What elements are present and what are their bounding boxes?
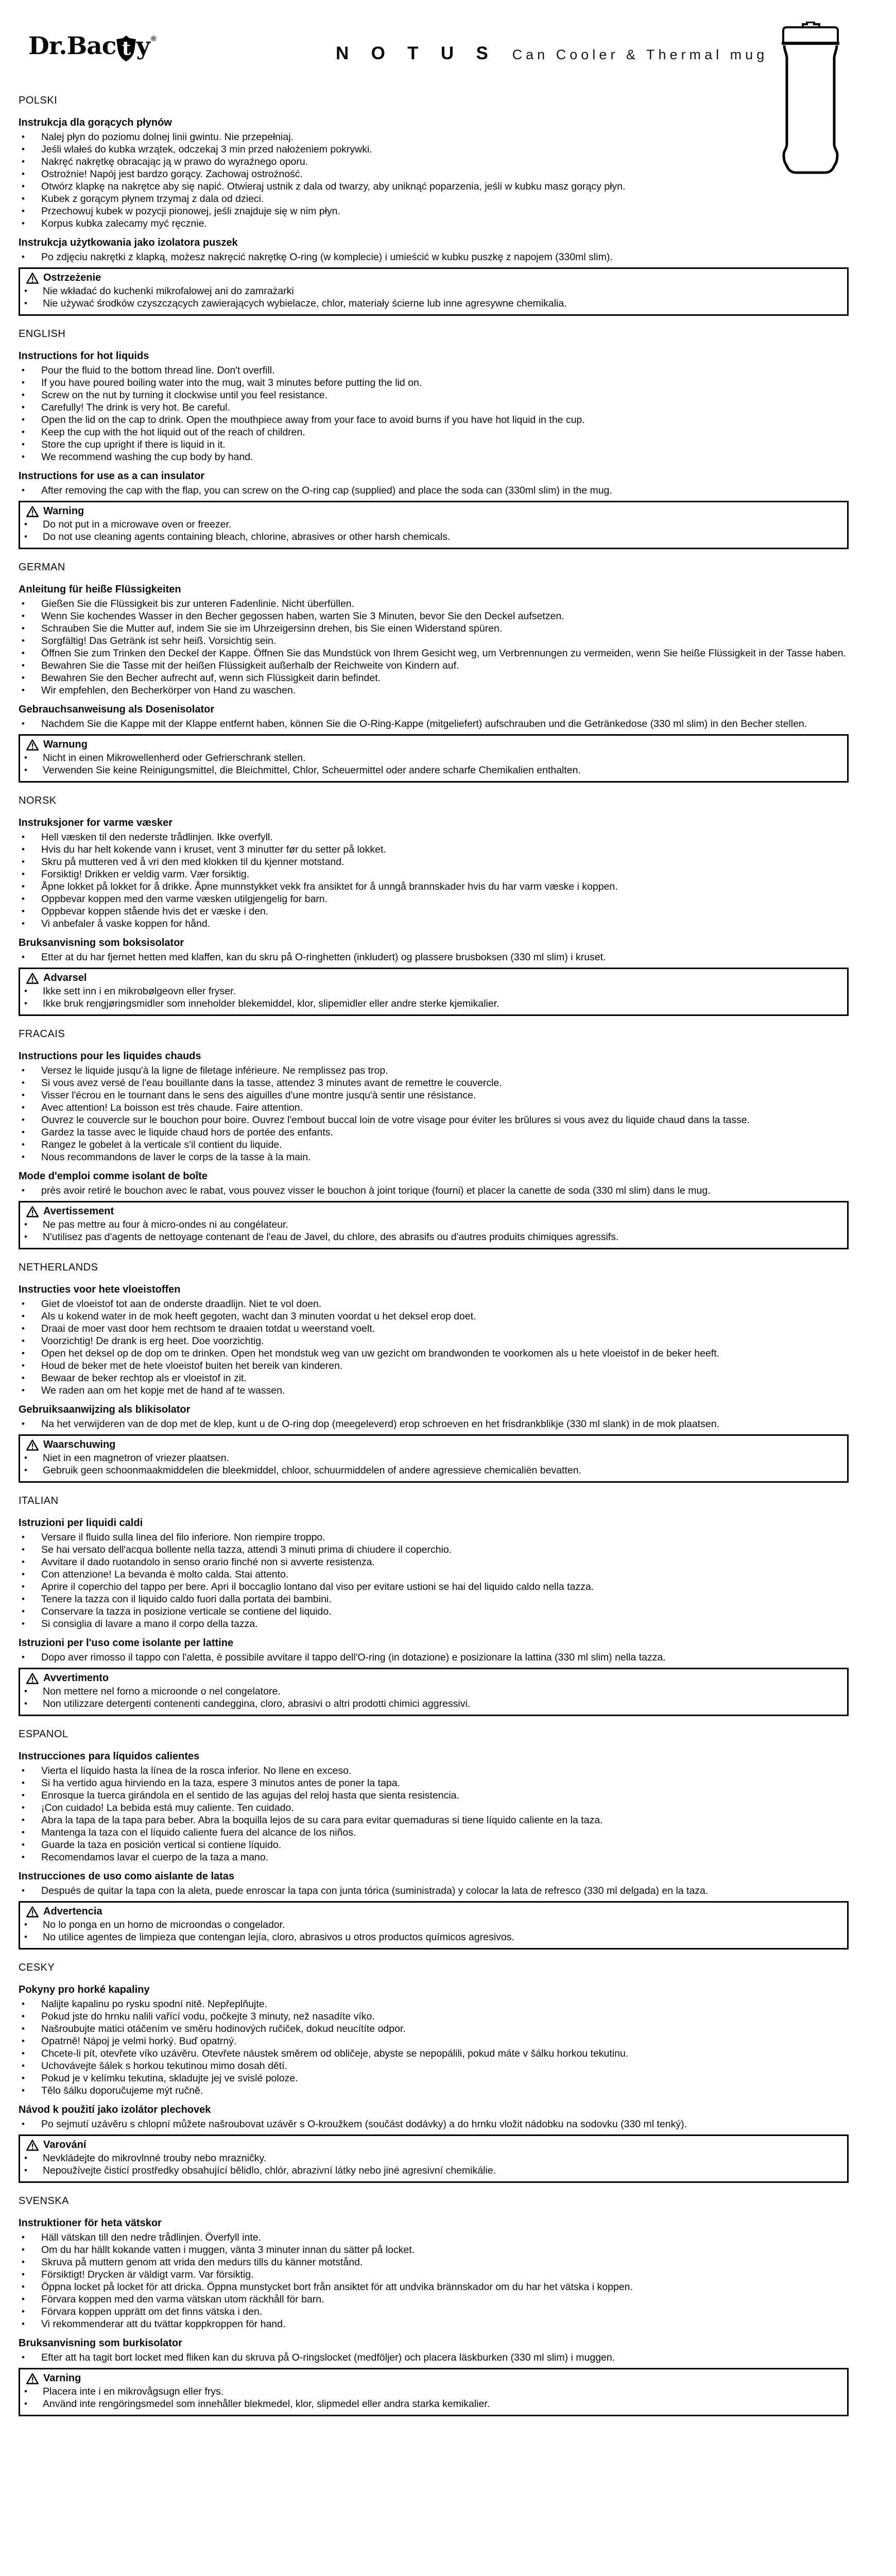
bullet-item: • près avoir retiré le bouchon avec le rabat, vous pouvez visser le bouchon à joint torique (fourni) et placer la canette de soda (330 ml slim) dans le mug.: [19, 1184, 849, 1197]
warning-heading-label: Avvertimento: [43, 1672, 109, 1684]
language-label: GERMAN: [19, 562, 65, 573]
warning-triangle-icon: [26, 1206, 39, 1217]
hot-liquids-block: [19, 584, 849, 697]
brand-text-suffix: y: [136, 32, 150, 60]
bullet-item: • Uchovávejte šálek s horkou tekutinou mimo dosah dětí.: [19, 2060, 849, 2072]
hot-liquids-block: [19, 817, 849, 930]
bullet-item: • Als u kokend water in de mok heeft gegoten, wacht dan 3 minuten voordat u het deksel erop doet.: [19, 1310, 849, 1323]
brand-logo: [28, 32, 156, 60]
hot-liquids-list: [19, 1531, 849, 1630]
bullet-item: • Vi anbefaler å vaske koppen for hånd.: [19, 918, 849, 930]
can-insulator-block: [19, 470, 849, 497]
bullet-item: • Przechowuj kubek w pozycji pionowej, jeśli znajduje się w nim płyn.: [19, 205, 849, 217]
hot-liquids-list: [19, 1765, 849, 1863]
hot-liquids-block: [19, 1517, 849, 1630]
can-insulator-block: [19, 237, 849, 263]
warning-triangle-icon: [26, 1906, 39, 1918]
bullet-item: • Se hai versato dell'acqua bollente nella tazza, attendi 3 minuti prima di chiudere il coperchio.: [19, 1544, 849, 1556]
bullet-item: • Con attenzione! La bevanda è molto calda. Stai attento.: [19, 1568, 849, 1581]
bullet-item: • No utilice agentes de limpieza que contengan lejía, cloro, abrasivos u otros productos químicos agresivos.: [23, 1931, 840, 1943]
bullet-item: • N'utilisez pas d'agents de nettoyage contenant de l'eau de Javel, du chlore, des abrasifs ou d'autres produits chimiques agressifs.: [23, 1231, 840, 1243]
hot-liquids-list: [19, 364, 849, 463]
bullet-item: • Versare il fluido sulla linea del filo inferiore. Non riempire troppo.: [19, 1531, 849, 1544]
can-insulator-heading: Gebrauchsanweisung als Dosenisolator: [19, 704, 215, 715]
hot-liquids-heading: Instructies voor hete vloeistoffen: [19, 1284, 181, 1295]
warning-triangle-icon: [26, 2140, 39, 2151]
language-label: ITALIAN: [19, 1495, 59, 1506]
hot-liquids-list: [19, 831, 849, 930]
warning-triangle-icon: [26, 739, 39, 751]
bullet-item: • Oppbevar koppen stående hvis det er væske i den.: [19, 905, 849, 918]
bullet-item: • Si ha vertido agua hirviendo en la taza, espere 3 minutos antes de poner la tapa.: [19, 1777, 849, 1789]
bullet-item: • Do not use cleaning agents containing bleach, chlorine, abrasives or other harsh chemicals.: [23, 531, 840, 543]
warning-triangle-icon: [26, 506, 39, 517]
bullet-item: • Našroubujte matici otáčením ve směru hodinových ručiček, dokud neucítíte odpor.: [19, 2023, 849, 2035]
can-insulator-block: [19, 937, 849, 963]
warning-box: [19, 1668, 849, 1716]
bullet-item: • Open the lid on the cap to drink. Open the mouthpiece away from your face to avoid burns if you have hot liquid in the cup.: [19, 414, 849, 426]
hot-liquids-heading: Instrucciones para líquidos calientes: [19, 1751, 200, 1762]
bullet-item: • Rangez le gobelet à la verticale s'il contient du liquide.: [19, 1139, 849, 1151]
can-insulator-heading: Gebruiksaanwijzing als blikisolator: [19, 1404, 191, 1415]
hot-liquids-block: [19, 1984, 849, 2097]
bullet-item: • Si vous avez versé de l'eau bouillante dans la tasse, attendez 3 minutes avant de remettre le couvercle.: [19, 1077, 849, 1089]
bullet-item: • Nous recommandons de laver le corps de la tasse à la main.: [19, 1151, 849, 1163]
bullet-item: • Opatrně! Nápoj je velmi horký. Buď opatrný.: [19, 2035, 849, 2047]
warning-heading: [26, 2139, 840, 2151]
bullet-item: • Na het verwijderen van de dop met de klep, kunt u de O-ring dop (meegeleverd) erop schroeven en het frisdrankblikje (330 ml slank) in de mok plaatsen.: [19, 1418, 849, 1430]
bullet-item: • Screw on the nut by turning it clockwise until you feel resistance.: [19, 389, 849, 401]
language-section-fracais: [19, 1028, 849, 1249]
bullet-item: • Schrauben Sie die Mutter auf, indem Sie sie im Uhrzeigersinn drehen, bis Sie einen Widerstand spüren.: [19, 622, 849, 635]
bullet-item: • Nalijte kapalinu po rysku spodní nitě. Nepřeplňujte.: [19, 1998, 849, 2010]
bullet-item: • Hell væsken til den nederste trådlinjen. Ikke overfyll.: [19, 831, 849, 843]
bullet-item: • Carefully! The drink is very hot. Be careful.: [19, 401, 849, 414]
warning-triangle-icon: [26, 273, 39, 284]
bullet-item: • Después de quitar la tapa con la aleta, puede enroscar la tapa con junta tórica (suministrada) y colocar la lata de refresco (330 ml delgada) en la taza.: [19, 1885, 849, 1897]
can-insulator-heading: Návod k použití jako izolátor plechovek: [19, 2104, 211, 2115]
bullet-item: • Non utilizzare detergenti contenenti candeggina, cloro, abrasivi o altri prodotti chimici aggressivi.: [23, 1698, 840, 1710]
bullet-item: • Nakręć nakrętkę obracając ją w prawo do wyraźnego oporu.: [19, 156, 849, 168]
bullet-item: • Keep the cup with the hot liquid out of the reach of children.: [19, 426, 849, 438]
can-insulator-list: [19, 251, 849, 263]
language-section-norsk: [19, 795, 849, 1016]
bullet-item: • Kubek z gorącym płynem trzymaj z dala od dzieci.: [19, 193, 849, 205]
warning-heading: [26, 1672, 840, 1684]
can-insulator-list: [19, 2118, 849, 2130]
bullet-item: • Pokud je v kelímku tekutina, skladujte jej ve svislé poloze.: [19, 2072, 849, 2084]
warning-heading-label: Advertencia: [43, 1906, 102, 1917]
product-subtitle: Can Cooler & Thermal mug: [512, 47, 768, 62]
bullet-item: • Vi rekommenderar att du tvättar koppkroppen för hand.: [19, 2318, 849, 2330]
bullet-item: • Conservare la tazza in posizione verticale se contiene del liquido.: [19, 1605, 849, 1618]
bullet-item: • Öppna locket på locket för att dricka. Öppna munstycket bort från ansiktet för att undvika brännskador om du har het vätska i koppen.: [19, 2281, 849, 2293]
bullet-item: • Pokud jste do hrnku nalili vařící vodu, počkejte 3 minuty, než nasadíte víko.: [19, 2010, 849, 2023]
bullet-item: • Avec attention! La boisson est très chaude. Faire attention.: [19, 1101, 849, 1114]
warning-triangle-icon: [26, 1439, 39, 1451]
warning-list: [23, 1685, 840, 1710]
bullet-item: • Nepoužívejte čisticí prostředky obsahující bělidlo, chlór, abrazivní látky nebo jiné agresivní chemikálie.: [23, 2164, 840, 2177]
bullet-item: • Gardez la tasse avec le liquide chaud hors de portée des enfants.: [19, 1126, 849, 1139]
language-label: FRACAIS: [19, 1028, 65, 1040]
can-insulator-list: [19, 1418, 849, 1430]
bullet-item: • Bewaar de beker rechtop als er vloeistof in zit.: [19, 1372, 849, 1384]
hot-liquids-heading: Instruktioner för heta vätskor: [19, 2217, 162, 2229]
can-insulator-heading: Instrukcja użytkowania jako izolatora puszek: [19, 237, 238, 248]
bullet-item: • Wenn Sie kochendes Wasser in den Becher gegossen haben, warten Sie 3 Minuten, bevor Sie den Deckel aufsetzen.: [19, 610, 849, 622]
bullet-item: • Voorzichtig! De drank is erg heet. Doe voorzichtig.: [19, 1335, 849, 1347]
warning-heading: [26, 272, 840, 284]
bullet-item: • Niet in een magnetron of vriezer plaatsen.: [23, 1452, 840, 1464]
bullet-item: • Po sejmutí uzávěru s chlopní můžete našroubovat uzávěr s O-kroužkem (součást dodávky) a do hrnku vložit nádobku na sodovku (330 ml tenký).: [19, 2118, 849, 2130]
warning-triangle-icon: [26, 2373, 39, 2384]
bullet-item: • Oppbevar koppen med den varme væsken utilgjengelig for barn.: [19, 893, 849, 905]
warning-box: [19, 734, 849, 783]
hot-liquids-heading: Pokyny pro horké kapaliny: [19, 1984, 150, 1995]
hot-liquids-block: [19, 2217, 849, 2330]
language-section-netherlands: [19, 1262, 849, 1483]
warning-heading-label: Waarschuwing: [43, 1439, 116, 1450]
product-title-line: [336, 43, 768, 64]
warning-heading: [26, 1439, 840, 1451]
warning-heading-label: Ostrzeżenie: [43, 272, 101, 283]
hot-liquids-list: [19, 1998, 849, 2097]
warning-heading: [26, 1906, 840, 1918]
warning-list: [23, 518, 840, 543]
can-insulator-block: [19, 1404, 849, 1430]
document-header: [0, 0, 896, 82]
bullet-item: • Bewahren Sie den Becher aufrecht auf, wenn sich Flüssigkeit darin befindet.: [19, 672, 849, 684]
can-insulator-block: [19, 2104, 849, 2130]
bullet-item: • Abra la tapa de la tapa para beber. Abra la boquilla lejos de su cara para evitar quemaduras si tiene líquido caliente en la taza.: [19, 1814, 849, 1826]
bullet-item: • Non mettere nel forno a microonde o nel congelatore.: [23, 1685, 840, 1698]
bullet-item: • Wir empfehlen, den Becherkörper von Hand zu waschen.: [19, 684, 849, 697]
warning-heading-label: Varning: [43, 2372, 81, 2384]
hot-liquids-block: [19, 117, 849, 230]
bullet-item: • Hvis du har helt kokende vann i kruset, vent 3 minutter før du setter på lokket.: [19, 843, 849, 856]
warning-heading: [26, 972, 840, 984]
can-insulator-heading: Instrucciones de uso como aislante de latas: [19, 1871, 235, 1882]
bullet-item: • Nachdem Sie die Kappe mit der Klappe entfernt haben, können Sie die O-Ring-Kappe (mitgeliefert) aufschrauben und die Getränkedose (330 ml slim) in den Becher stellen.: [19, 718, 849, 730]
bullet-item: • Ikke bruk rengjøringsmidler som inneholder blekemiddel, klor, slipemidler eller andre sterke kjemikalier.: [23, 997, 840, 1010]
hot-liquids-list: [19, 1064, 849, 1163]
warning-list: [23, 1218, 840, 1243]
bullet-item: • Houd de beker met de hete vloeistof buiten het bereik van kinderen.: [19, 1360, 849, 1372]
bullet-item: • Chcete-li pít, otevřete víko uzávěru. Otevřete náustek směrem od obličeje, abyste se nepopálili, pokud máte v šálku horkou tekutinu.: [19, 2047, 849, 2060]
can-insulator-heading: Istruzioni per l'uso come isolante per lattine: [19, 1637, 234, 1649]
can-insulator-list: [19, 1651, 849, 1664]
bullet-item: • Förvara koppen upprätt om det finns vätska i den.: [19, 2306, 849, 2318]
bullet-item: • Nicht in einen Mikrowellenherd oder Gefrierschrank stellen.: [23, 752, 840, 764]
warning-box: [19, 1201, 849, 1249]
bullet-item: • Dopo aver rimosso il tappo con l'aletta, è possibile avvitare il tappo dell'O-ring (in dotazione) e posizionare la lattina (330 ml slim) nella tazza.: [19, 1651, 849, 1664]
warning-box: [19, 968, 849, 1016]
can-insulator-list: [19, 2351, 849, 2364]
can-insulator-heading: Instructions for use as a can insulator: [19, 470, 205, 482]
can-insulator-heading: Mode d'emploi comme isolant de boîte: [19, 1171, 208, 1182]
bullet-item: • Enrosque la tuerca girándola en el sentido de las agujas del reloj hasta que sienta resistencia.: [19, 1789, 849, 1802]
language-label: ESPANOL: [19, 1728, 68, 1740]
bullet-item: • Gießen Sie die Flüssigkeit bis zur unteren Fadenlinie. Nicht überfüllen.: [19, 598, 849, 610]
brand-text-prefix: Dr.Bac: [28, 32, 116, 60]
bullet-item: • Otwórz klapkę na nakrętce aby się napić. Otwieraj ustnik z dala od twarzy, aby uniknąć poparzenia, jeśli w kubku masz gorący płyn.: [19, 180, 849, 193]
can-insulator-block: [19, 2337, 849, 2364]
can-insulator-block: [19, 1171, 849, 1197]
warning-list: [23, 1452, 840, 1477]
warning-list: [23, 985, 840, 1010]
bullet-item: • Pour the fluid to the bottom thread line. Don't overfill.: [19, 364, 849, 377]
language-label: ENGLISH: [19, 328, 66, 340]
bullet-item: • Verwenden Sie keine Reinigungsmittel, die Bleichmittel, Chlor, Scheuermittel oder andere scharfe Chemikalien enthalten.: [23, 764, 840, 776]
language-label: NETHERLANDS: [19, 1262, 98, 1273]
hot-liquids-heading: Instructions for hot liquids: [19, 350, 149, 362]
bullet-item: • Sorgfältig! Das Getränk ist sehr heiß. Vorsichtig sein.: [19, 635, 849, 647]
bullet-item: • Använd inte rengöringsmedel som innehåller blekmedel, klor, slipmedel eller andra starka kemikalier.: [23, 2398, 840, 2410]
bullet-item: • Bewahren Sie die Tasse mit der heißen Flüssigkeit außerhalb der Reichweite von Kindern auf.: [19, 659, 849, 672]
hot-liquids-block: [19, 1050, 849, 1163]
bullet-item: • Häll vätskan till den nedre trådlinjen. Överfyll inte.: [19, 2231, 849, 2244]
language-section-cesky: [19, 1962, 849, 2183]
shield-icon: [115, 35, 137, 62]
bullet-item: • Open het deksel op de dop om te drinken. Open het mondstuk weg van uw gezicht om brandwonden te voorkomen als u hete vloeistof in de beker heeft.: [19, 1347, 849, 1360]
bullet-item: • Ouvrez le couvercle sur le bouchon pour boire. Ouvrez l'embout buccal loin de votre visage pour éviter les brûlures si vous avez du liquide chaud dans la tasse.: [19, 1114, 849, 1126]
can-insulator-list: [19, 1184, 849, 1197]
warning-heading: [26, 505, 840, 517]
bullet-item: • Etter at du har fjernet hetten med klaffen, kan du skru på O-ringhetten (inkludert) og plassere brusboksen (330 ml slim) i kruset.: [19, 951, 849, 963]
warning-heading: [26, 739, 840, 751]
language-label: POLSKI: [19, 95, 58, 106]
bullet-item: • Öffnen Sie zum Trinken den Deckel der Kappe. Öffnen Sie das Mundstück von Ihrem Gesicht weg, um Verbrennungen zu vermeiden, wenn Sie heiße Flüssigkeit in der Tasse haben.: [19, 647, 849, 659]
language-label: NORSK: [19, 795, 57, 806]
can-insulator-heading: Bruksanvisning som burkisolator: [19, 2337, 182, 2349]
warning-box: [19, 2134, 849, 2183]
sections: [0, 95, 896, 2416]
bullet-item: • Recomendamos lavar el cuerpo de la taza a mano.: [19, 1851, 849, 1863]
bullet-item: • Aprire il coperchio del tappo per bere. Apri il boccaglio lontano dal viso per evitare ustioni se hai del liquido caldo nella tazza.: [19, 1581, 849, 1593]
bullet-item: • Ne pas mettre au four à micro-ondes ni au congélateur.: [23, 1218, 840, 1231]
bullet-item: • No lo ponga en un horno de microondas o congelador.: [23, 1919, 840, 1931]
can-insulator-block: [19, 1637, 849, 1664]
bullet-item: • Förvara koppen med den varma vätskan utom räckhåll för barn.: [19, 2293, 849, 2306]
hot-liquids-list: [19, 1298, 849, 1397]
bullet-item: • Efter att ha tagit bort locket med fliken kan du skruva på O-ringslocket (medföljer) och placera läskburken (330 ml slim) i muggen.: [19, 2351, 849, 2364]
hot-liquids-list: [19, 2231, 849, 2330]
warning-triangle-icon: [26, 1673, 39, 1684]
product-name: N O T U S: [336, 43, 497, 63]
warning-heading-label: Warning: [43, 505, 84, 517]
warning-heading: [26, 2372, 840, 2384]
bullet-item: • Nalej płyn do poziomu dolnej linii gwintu. Nie przepełniaj.: [19, 131, 849, 143]
bullet-item: • Nevkládejte do mikrovlnné trouby nebo mrazničky.: [23, 2152, 840, 2164]
bullet-item: • Ikke sett inn i en mikrobølgeovn eller fryser.: [23, 985, 840, 997]
can-insulator-list: [19, 718, 849, 730]
bullet-item: • Do not put in a microwave oven or freezer.: [23, 518, 840, 531]
warning-box: [19, 267, 849, 316]
bullet-item: • Tělo šálku doporučujeme mýt ručně.: [19, 2084, 849, 2097]
hot-liquids-list: [19, 131, 849, 230]
bullet-item: • If you have poured boiling water into the mug, wait 3 minutes before putting the lid on.: [19, 377, 849, 389]
hot-liquids-block: [19, 1284, 849, 1397]
hot-liquids-heading: Anleitung für heiße Flüssigkeiten: [19, 584, 181, 595]
bullet-item: • Avvitare il dado ruotandolo in senso orario finché non si avverte resistenza.: [19, 1556, 849, 1568]
hot-liquids-block: [19, 1751, 849, 1863]
bullet-item: • Nie używać środków czyszczących zawierających wybielacze, chlor, materiały ścierne lub inne agresywne chemikalia.: [23, 297, 840, 310]
bullet-item: • Tenere la tazza con il liquido caldo fuori dalla portata dei bambini.: [19, 1593, 849, 1605]
bullet-item: • Försiktigt! Drycken är väldigt varm. Var försiktig.: [19, 2268, 849, 2281]
warning-heading-label: Warnung: [43, 739, 88, 750]
bullet-item: • Forsiktig! Drikken er veldig varm. Vær forsiktig.: [19, 868, 849, 880]
bullet-item: • Mantenga la taza con el líquido caliente fuera del alcance de los niños.: [19, 1826, 849, 1839]
bullet-item: • Nie wkładać do kuchenki mikrofalowej ani do zamrażarki: [23, 285, 840, 297]
warning-heading-label: Avertissement: [43, 1206, 114, 1217]
bullet-item: • Skru på mutteren ved å vri den med klokken til du kjenner motstand.: [19, 856, 849, 868]
language-label: CESKY: [19, 1962, 55, 1973]
bullet-item: • Åpne lokket på lokket for å drikke. Åpne munnstykket vekk fra ansiktet for å unngå brannskader hvis du har varm væske i koppen.: [19, 880, 849, 893]
language-section-english: [19, 328, 849, 549]
bullet-item: • Versez le liquide jusqu'à la ligne de filetage inférieure. Ne remplissez pas trop.: [19, 1064, 849, 1077]
registered-trademark: ®: [150, 35, 156, 43]
warning-box: [19, 1434, 849, 1483]
language-section-italian: [19, 1495, 849, 1716]
warning-list: [23, 2385, 840, 2410]
hot-liquids-heading: Instrukcja dla gorących płynów: [19, 117, 172, 128]
warning-box: [19, 501, 849, 549]
bullet-item: • Po zdjęciu nakrętki z klapką, możesz nakręcić nakrętkę O-ring (w komplecie) i umieścić w kubku puszkę z napojem (330ml slim).: [19, 251, 849, 263]
warning-heading-label: Advarsel: [43, 972, 87, 984]
bullet-item: • Si consiglia di lavare a mano il corpo della tazza.: [19, 1618, 849, 1630]
bullet-item: • Vierta el líquido hasta la línea de la rosca inferior. No llene en exceso.: [19, 1765, 849, 1777]
language-section-german: [19, 562, 849, 783]
warning-list: [23, 285, 840, 310]
bullet-item: • Jeśli wlałeś do kubka wrzątek, odczekaj 3 min przed nałożeniem pokrywki.: [19, 143, 849, 156]
warning-heading-label: Varování: [43, 2139, 87, 2150]
can-insulator-list: [19, 1885, 849, 1897]
svg-text:t: t: [122, 37, 131, 60]
language-section-svenska: [19, 2195, 849, 2416]
bullet-item: • Gebruik geen schoonmaakmiddelen die bleekmiddel, chloor, schuurmiddelen of andere agressieve chemicaliën bevatten.: [23, 1464, 840, 1477]
bullet-item: • Store the cup upright if there is liquid in it.: [19, 438, 849, 451]
language-section-espanol: [19, 1728, 849, 1950]
bullet-item: • ¡Con cuidado! La bebida está muy caliente. Ten cuidado.: [19, 1802, 849, 1814]
can-insulator-list: [19, 484, 849, 497]
hot-liquids-block: [19, 350, 849, 463]
warning-box: [19, 2368, 849, 2416]
can-insulator-heading: Bruksanvisning som boksisolator: [19, 937, 184, 948]
can-insulator-block: [19, 704, 849, 730]
bullet-item: • Draai de moer vast door hem rechtsom te draaien totdat u weerstand voelt.: [19, 1323, 849, 1335]
warning-list: [23, 1919, 840, 1943]
hot-liquids-heading: Istruzioni per liquidi caldi: [19, 1517, 143, 1529]
hot-liquids-list: [19, 598, 849, 697]
warning-box: [19, 1901, 849, 1950]
bullet-item: • Korpus kubka zalecamy myć ręcznie.: [19, 217, 849, 230]
bullet-item: • Ostrożnie! Napój jest bardzo gorący. Zachowaj ostrożność.: [19, 168, 849, 180]
bullet-item: • We raden aan om het kopje met de hand af te wassen.: [19, 1384, 849, 1397]
language-label: SVENSKA: [19, 2195, 69, 2207]
bullet-item: • Visser l'écrou en le tournant dans le sens des aiguilles d'une montre jusqu'à sentir une résistance.: [19, 1089, 849, 1101]
can-insulator-list: [19, 951, 849, 963]
can-insulator-block: [19, 1871, 849, 1897]
bullet-item: • We recommend washing the cup body by hand.: [19, 451, 849, 463]
warning-triangle-icon: [26, 973, 39, 984]
bullet-item: • Skruva på muttern genom att vrida den medurs tills du känner motstånd.: [19, 2256, 849, 2268]
warning-list: [23, 752, 840, 776]
bullet-item: • After removing the cap with the flap, you can screw on the O-ring cap (supplied) and place the soda can (330ml slim) in the mug.: [19, 484, 849, 497]
warning-list: [23, 2152, 840, 2177]
bullet-item: • Giet de vloeistof tot aan de onderste draadlijn. Niet te vol doen.: [19, 1298, 849, 1310]
bullet-item: • Placera inte i en mikrovågsugn eller frys.: [23, 2385, 840, 2398]
bullet-item: • Om du har hällt kokande vatten i muggen, vänta 3 minuter innan du sätter på locket.: [19, 2244, 849, 2256]
bullet-item: • Guarde la taza en posición vertical si contiene líquido.: [19, 1839, 849, 1851]
hot-liquids-heading: Instruksjoner for varme væsker: [19, 817, 173, 828]
language-section-polski: [19, 95, 849, 316]
warning-heading: [26, 1206, 840, 1217]
hot-liquids-heading: Instructions pour les liquides chauds: [19, 1050, 201, 1062]
